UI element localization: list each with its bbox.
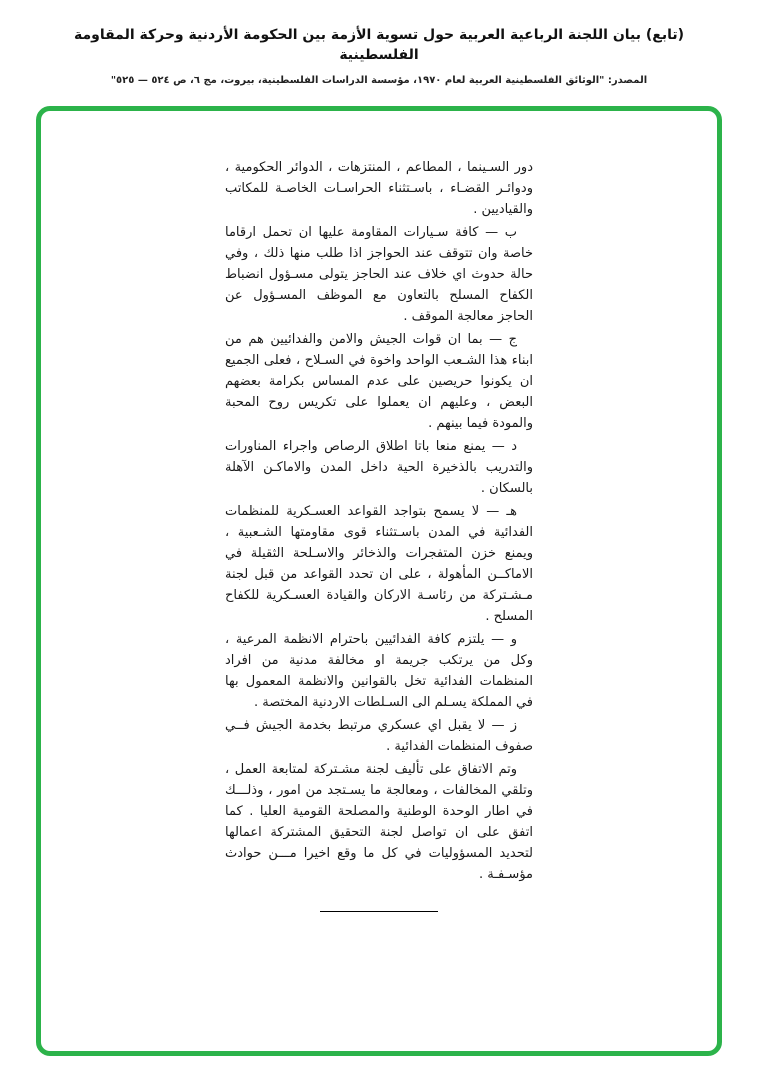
document-header	[0, 0, 758, 86]
source-citation: المصدر: "الوثائق الفلسطينية العربية لعام ١٩٧٠، مؤسسة الدراسات الفلسطينية، بيروت، مج ٦، ص ٥٢٤ — ٥٢٥"	[110, 75, 648, 87]
end-divider	[320, 911, 438, 912]
paragraph-item-j: ج — بما ان قوات الجيش والامن والفدائيين هم من ابناء هذا الشـعب الواحد واخوة في السـلاح ، فعلى الجميع ان يكونوا حريصين على عدم المساس بكرامة بعضهم البعض ، وعليهم ان يعملوا على تكريس روح المحبة والمودة فيما بينهم .	[225, 332, 533, 432]
document-title: (تابع) بيان اللجنة الرباعية العربية حول تسوية الأزمة بين الحكومة الأردنية وحركة المقاومة الفلسطينية	[73, 27, 684, 63]
paragraph-item-h: هـ — لا يسمح بتواجد القواعد العسـكرية للمنظمات الفدائية في المدن باسـتثناء قوى مقاومتها الشـعبية ، ويمنع خزن المتفجرات والذخائر والاسـلحة الثقيلة في الاماكــن المأهولة ، على ان تحدد القواعد من قبل لجنة مـشـتركة من رئاسـة الاركان والقيادة العسـكرية للكفاح المسلح .	[225, 504, 533, 625]
paragraph-item-w: و — يلتزم كافة الفدائيين باحترام الانظمة المرعية ، وكل من يرتكب جريمة او مخالفة مدنية من افراد المنظمات الفدائية تخل بالقوانين والانظمة المعمول بها في المملكة يسـلم الى السـلطات الاردنية المختصة .	[225, 632, 533, 711]
green-border-frame	[36, 106, 722, 1056]
document-body	[225, 157, 533, 912]
paragraph-closing: وتم الاتفاق على تأليف لجنة مشـتركة لمتابعة العمل ، وتلقي المخالفات ، ومعالجة ما يسـتجد من امور ، وذلـــك في اطار الوحدة الوطنية والمصلحة القومية العليا . كما اتفق على ان تواصل لجنة التحقيق المشتركة اعمالها لتحديد المسؤوليات في كل ما وقع اخيرا مـــن حوادث مؤسـفـة .	[225, 762, 533, 883]
paragraph-item-z: ز — لا يقبل اي عسكري مرتبط بخدمة الجيش فــي صفوف المنظمات الفدائية .	[225, 718, 533, 755]
paragraph-continuation: دور السـينما ، المطاعم ، المنتزهات ، الدوائر الحكومية ، ودوائـر القضـاء ، باسـتثناء الحراسـات الخاصـة للمكاتب والقياديين .	[225, 160, 533, 218]
paragraph-item-b: ب — كافة سـيارات المقاومة عليها ان تحمل ارقاما خاصة وان تتوقف عند الحواجز اذا طلب منها ذلك ، وفي حالة حدوث اي خلاف عند الحاجز يتولى مسـؤول انضباط الكفاح المسلح بالتعاون مع الموظف المسـؤول عن الحاجز معالجة الموقف .	[225, 225, 533, 325]
paragraph-item-d: د — يمنع منعا باتا اطلاق الرصاص واجراء المناورات والتدريب بالذخيرة الحية داخل المدن والاماكـن الآهلة بالسكان .	[225, 439, 533, 497]
